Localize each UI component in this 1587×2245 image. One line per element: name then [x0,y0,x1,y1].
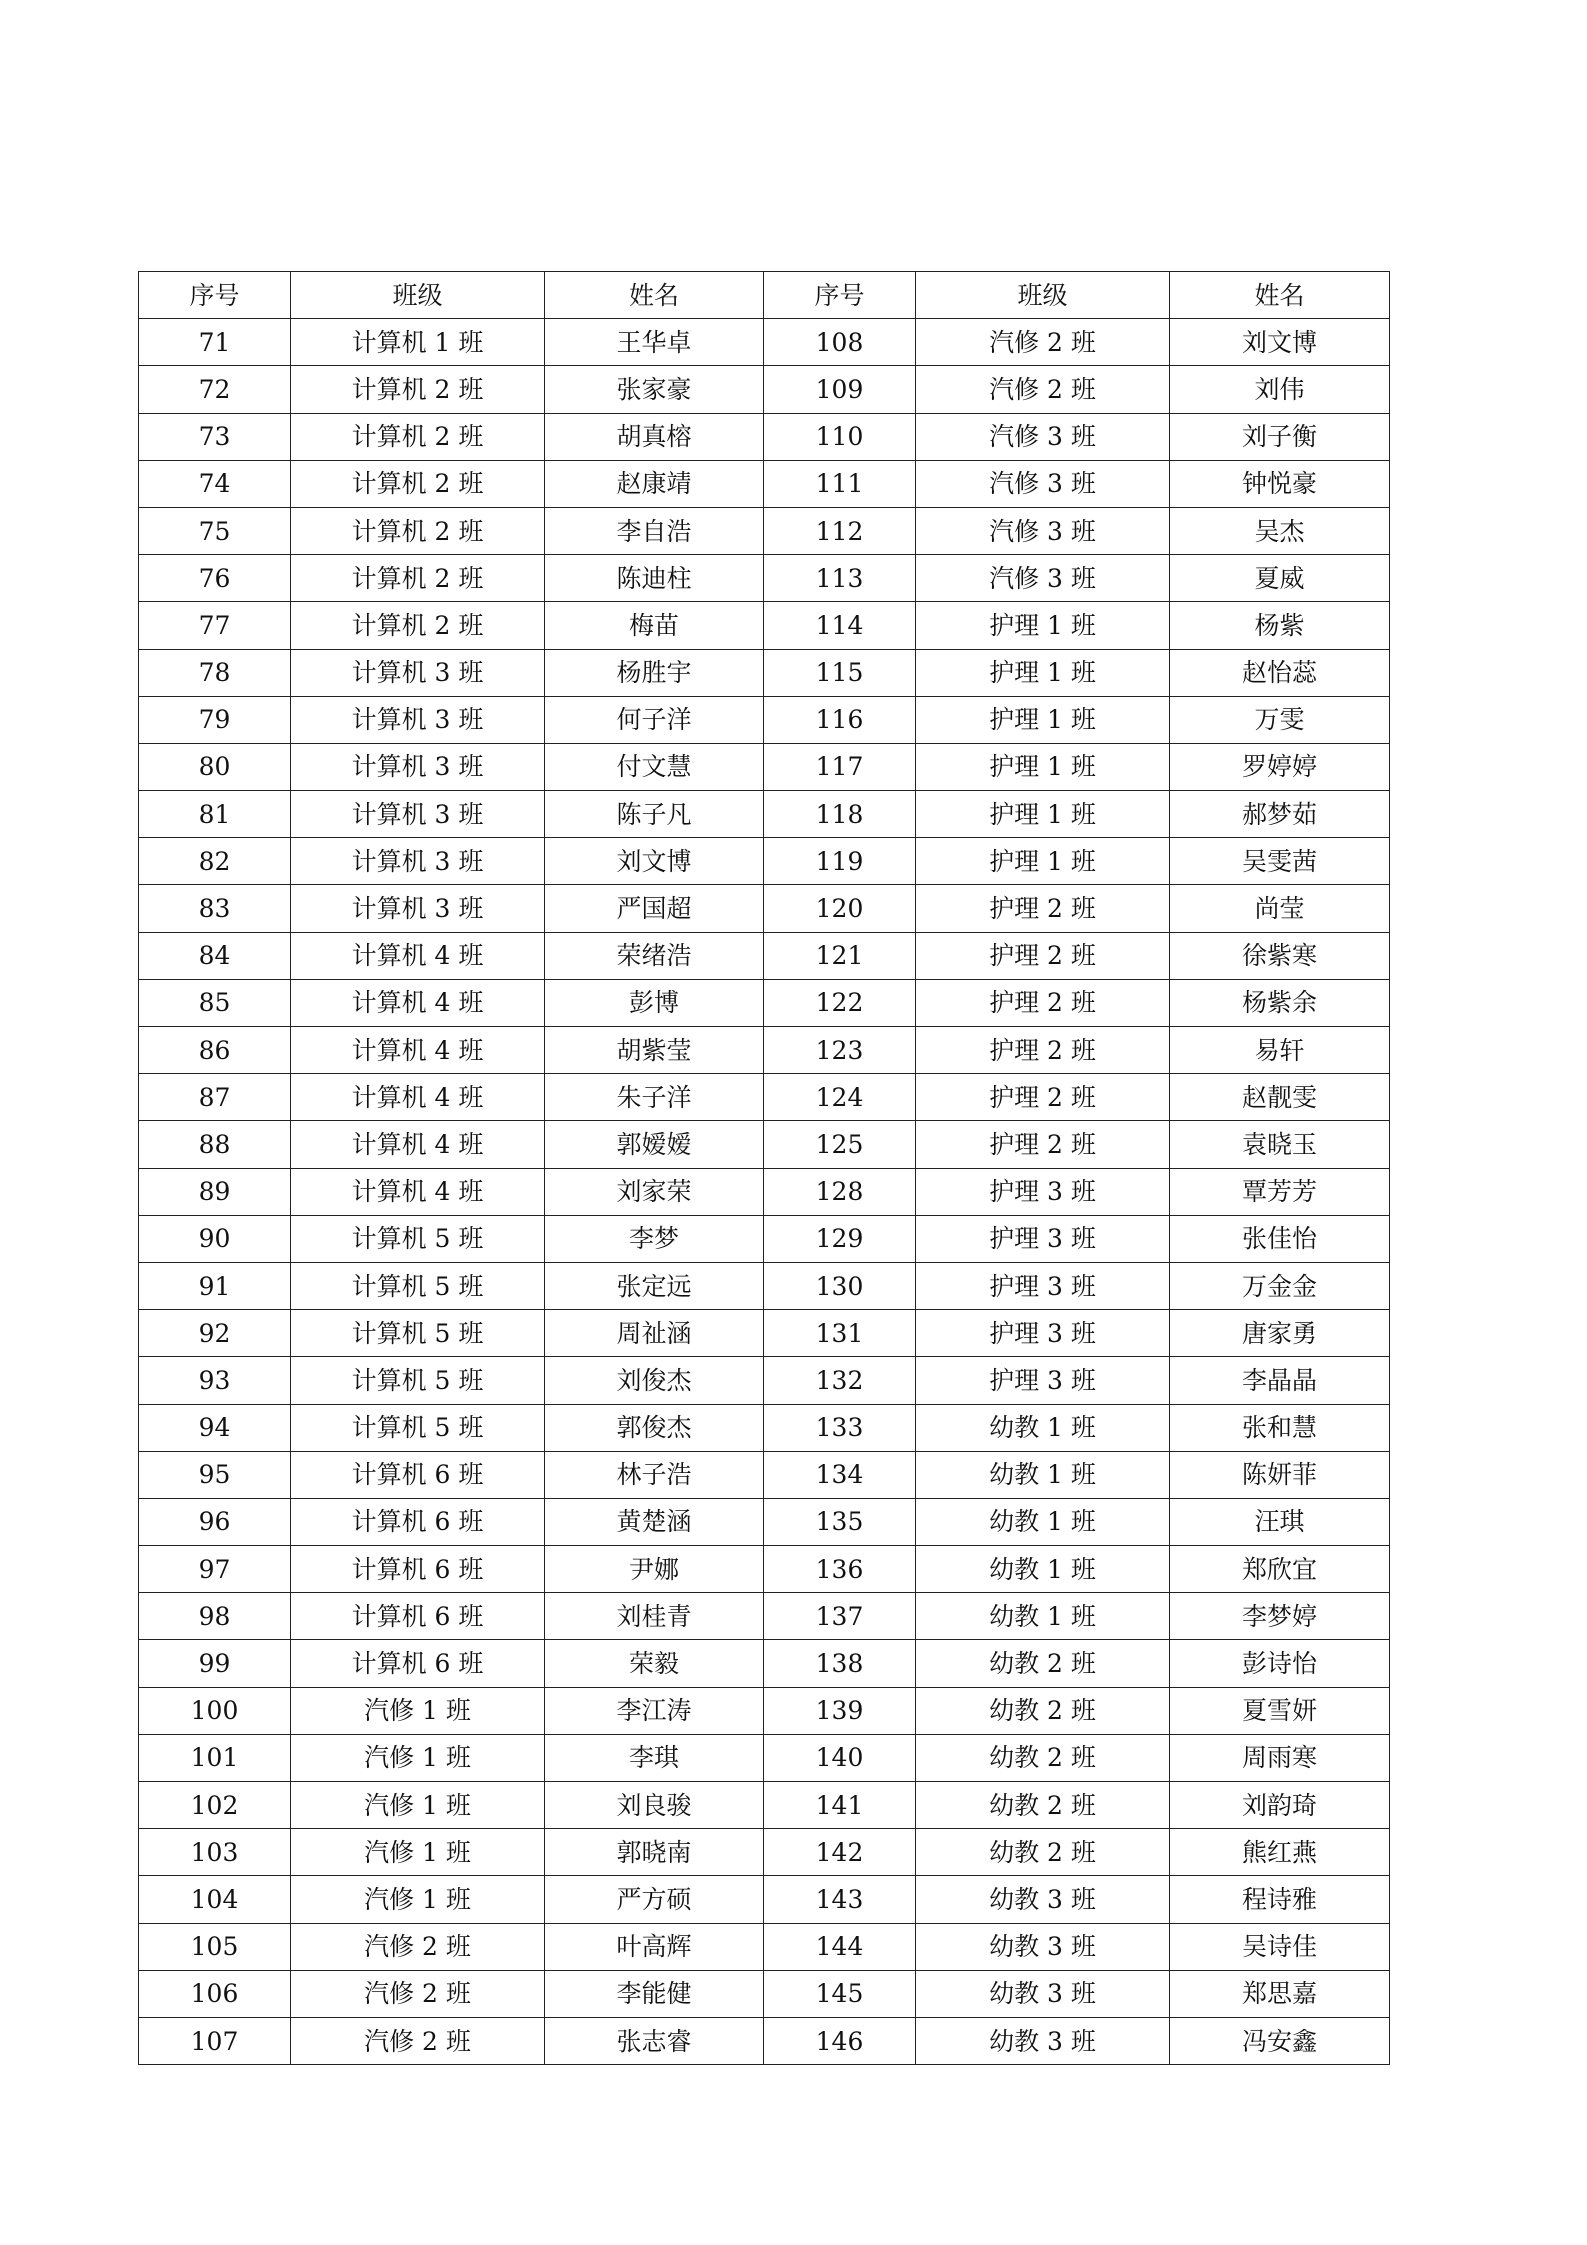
header-name-left: 姓名 [545,272,764,319]
table-row [139,1923,1390,1970]
cell-name-left: 陈迪柱 [545,555,764,602]
cell-class-right: 护理 3 班 [916,1262,1170,1309]
cell-name-left: 梅苗 [545,602,764,649]
table-row [139,1593,1390,1640]
table-row [139,460,1390,507]
table-row [139,649,1390,696]
cell-class-right: 幼教 2 班 [916,1734,1170,1781]
cell-name-left: 杨胜宇 [545,649,764,696]
cell-name-right: 冯安鑫 [1170,2017,1390,2064]
cell-class-right: 护理 2 班 [916,979,1170,1026]
cell-serial-number-right: 134 [764,1451,916,1498]
cell-serial-number-left: 88 [139,1121,291,1168]
cell-class-left: 计算机 3 班 [291,649,545,696]
cell-name-right: 夏威 [1170,555,1390,602]
cell-serial-number-left: 106 [139,1970,291,2017]
cell-class-left: 计算机 4 班 [291,1168,545,1215]
table-row [139,555,1390,602]
cell-name-left: 荣绪浩 [545,932,764,979]
table-row [139,366,1390,413]
cell-class-left: 计算机 3 班 [291,838,545,885]
cell-name-right: 汪琪 [1170,1498,1390,1545]
cell-serial-number-right: 133 [764,1404,916,1451]
cell-name-right: 刘韵琦 [1170,1782,1390,1829]
table-row [139,2017,1390,2064]
cell-name-right: 赵怡蕊 [1170,649,1390,696]
cell-serial-number-left: 81 [139,791,291,838]
cell-serial-number-left: 96 [139,1498,291,1545]
cell-class-right: 幼教 3 班 [916,1923,1170,1970]
cell-class-left: 计算机 3 班 [291,791,545,838]
cell-serial-number-left: 79 [139,696,291,743]
cell-name-left: 李琪 [545,1734,764,1781]
cell-class-right: 幼教 1 班 [916,1593,1170,1640]
cell-name-right: 陈妍菲 [1170,1451,1390,1498]
cell-name-right: 程诗雅 [1170,1876,1390,1923]
table-row [139,319,1390,366]
cell-name-right: 刘伟 [1170,366,1390,413]
cell-class-right: 护理 1 班 [916,838,1170,885]
cell-class-left: 计算机 3 班 [291,696,545,743]
cell-class-left: 计算机 1 班 [291,319,545,366]
cell-class-left: 计算机 4 班 [291,932,545,979]
cell-name-right: 杨紫余 [1170,979,1390,1026]
cell-serial-number-left: 95 [139,1451,291,1498]
cell-serial-number-right: 121 [764,932,916,979]
cell-name-right: 郝梦茹 [1170,791,1390,838]
cell-serial-number-left: 87 [139,1074,291,1121]
cell-serial-number-right: 115 [764,649,916,696]
cell-name-left: 李江涛 [545,1687,764,1734]
cell-name-left: 张定远 [545,1262,764,1309]
cell-class-right: 幼教 2 班 [916,1687,1170,1734]
cell-class-left: 计算机 2 班 [291,507,545,554]
cell-class-left: 计算机 6 班 [291,1498,545,1545]
cell-serial-number-left: 103 [139,1829,291,1876]
cell-name-left: 严方硕 [545,1876,764,1923]
cell-name-left: 严国超 [545,885,764,932]
cell-class-right: 幼教 1 班 [916,1498,1170,1545]
cell-class-left: 计算机 5 班 [291,1310,545,1357]
cell-serial-number-left: 76 [139,555,291,602]
cell-class-right: 护理 2 班 [916,1027,1170,1074]
table-row [139,1782,1390,1829]
table-row [139,1404,1390,1451]
cell-name-right: 李梦婷 [1170,1593,1390,1640]
cell-class-right: 幼教 1 班 [916,1451,1170,1498]
cell-name-right: 覃芳芳 [1170,1168,1390,1215]
student-roster-table [138,271,1390,2065]
cell-name-right: 刘文博 [1170,319,1390,366]
cell-class-left: 计算机 6 班 [291,1546,545,1593]
cell-class-right: 护理 2 班 [916,1121,1170,1168]
cell-name-right: 张和慧 [1170,1404,1390,1451]
cell-class-right: 汽修 3 班 [916,507,1170,554]
cell-name-right: 夏雪妍 [1170,1687,1390,1734]
cell-serial-number-right: 114 [764,602,916,649]
cell-class-right: 护理 1 班 [916,602,1170,649]
cell-class-right: 汽修 3 班 [916,413,1170,460]
cell-class-left: 计算机 5 班 [291,1262,545,1309]
cell-class-right: 护理 3 班 [916,1310,1170,1357]
cell-class-left: 计算机 2 班 [291,460,545,507]
table-row [139,1262,1390,1309]
cell-class-left: 计算机 6 班 [291,1451,545,1498]
cell-serial-number-left: 82 [139,838,291,885]
table-row [139,885,1390,932]
cell-name-left: 张家豪 [545,366,764,413]
cell-class-right: 护理 1 班 [916,696,1170,743]
cell-class-right: 幼教 1 班 [916,1404,1170,1451]
cell-class-right: 护理 2 班 [916,1074,1170,1121]
table-row [139,1168,1390,1215]
cell-class-left: 汽修 1 班 [291,1687,545,1734]
header-class-right: 班级 [916,272,1170,319]
cell-serial-number-right: 141 [764,1782,916,1829]
cell-class-left: 汽修 1 班 [291,1734,545,1781]
cell-name-right: 唐家勇 [1170,1310,1390,1357]
cell-serial-number-right: 129 [764,1215,916,1262]
table-row [139,1074,1390,1121]
cell-serial-number-right: 120 [764,885,916,932]
table-row [139,979,1390,1026]
table-row [139,696,1390,743]
cell-serial-number-right: 116 [764,696,916,743]
cell-class-left: 计算机 6 班 [291,1593,545,1640]
cell-serial-number-right: 137 [764,1593,916,1640]
cell-name-right: 吴诗佳 [1170,1923,1390,1970]
cell-serial-number-right: 143 [764,1876,916,1923]
cell-name-left: 付文慧 [545,743,764,790]
cell-class-left: 计算机 2 班 [291,366,545,413]
cell-serial-number-right: 110 [764,413,916,460]
cell-name-left: 刘桂青 [545,1593,764,1640]
cell-class-left: 汽修 1 班 [291,1876,545,1923]
cell-class-left: 汽修 1 班 [291,1782,545,1829]
cell-name-right: 郑欣宜 [1170,1546,1390,1593]
cell-class-left: 计算机 3 班 [291,743,545,790]
cell-serial-number-left: 104 [139,1876,291,1923]
cell-name-right: 熊红燕 [1170,1829,1390,1876]
cell-name-right: 易轩 [1170,1027,1390,1074]
cell-name-left: 胡真榕 [545,413,764,460]
cell-serial-number-right: 112 [764,507,916,554]
cell-serial-number-left: 85 [139,979,291,1026]
cell-serial-number-left: 83 [139,885,291,932]
table-row [139,1546,1390,1593]
cell-serial-number-left: 72 [139,366,291,413]
cell-class-left: 汽修 2 班 [291,2017,545,2064]
cell-class-right: 汽修 3 班 [916,555,1170,602]
cell-name-right: 周雨寒 [1170,1734,1390,1781]
cell-name-right: 万雯 [1170,696,1390,743]
cell-name-left: 郭晓南 [545,1829,764,1876]
cell-serial-number-left: 102 [139,1782,291,1829]
cell-name-left: 叶高辉 [545,1923,764,1970]
cell-name-left: 刘良骏 [545,1782,764,1829]
cell-serial-number-right: 139 [764,1687,916,1734]
cell-name-right: 万金金 [1170,1262,1390,1309]
cell-serial-number-right: 135 [764,1498,916,1545]
cell-name-left: 刘文博 [545,838,764,885]
header-serial-number-left: 序号 [139,272,291,319]
cell-class-right: 幼教 2 班 [916,1782,1170,1829]
cell-name-left: 李自浩 [545,507,764,554]
cell-class-left: 计算机 4 班 [291,1074,545,1121]
cell-serial-number-left: 77 [139,602,291,649]
cell-serial-number-left: 78 [139,649,291,696]
cell-name-left: 刘家荣 [545,1168,764,1215]
cell-name-right: 徐紫寒 [1170,932,1390,979]
cell-serial-number-right: 131 [764,1310,916,1357]
cell-serial-number-left: 84 [139,932,291,979]
cell-serial-number-left: 91 [139,1262,291,1309]
cell-class-right: 幼教 3 班 [916,1970,1170,2017]
cell-name-left: 周祉涵 [545,1310,764,1357]
table-row [139,1121,1390,1168]
table-header-row [139,272,1390,319]
cell-name-right: 吴雯茜 [1170,838,1390,885]
cell-name-right: 杨紫 [1170,602,1390,649]
cell-name-left: 朱子洋 [545,1074,764,1121]
cell-serial-number-right: 128 [764,1168,916,1215]
cell-class-left: 计算机 4 班 [291,1027,545,1074]
cell-class-right: 护理 3 班 [916,1215,1170,1262]
cell-serial-number-left: 101 [139,1734,291,1781]
cell-name-left: 荣毅 [545,1640,764,1687]
cell-class-left: 汽修 2 班 [291,1923,545,1970]
cell-serial-number-left: 94 [139,1404,291,1451]
cell-class-left: 计算机 6 班 [291,1640,545,1687]
table-row [139,791,1390,838]
table-row [139,1970,1390,2017]
cell-serial-number-left: 80 [139,743,291,790]
cell-serial-number-left: 71 [139,319,291,366]
cell-serial-number-left: 90 [139,1215,291,1262]
cell-serial-number-left: 74 [139,460,291,507]
cell-class-right: 幼教 3 班 [916,1876,1170,1923]
cell-name-left: 李能健 [545,1970,764,2017]
cell-serial-number-left: 92 [139,1310,291,1357]
table-row [139,1829,1390,1876]
cell-name-left: 黄楚涵 [545,1498,764,1545]
cell-serial-number-right: 111 [764,460,916,507]
table-row [139,1498,1390,1545]
cell-class-right: 护理 2 班 [916,885,1170,932]
cell-name-left: 胡紫莹 [545,1027,764,1074]
cell-serial-number-left: 93 [139,1357,291,1404]
table-row [139,1215,1390,1262]
cell-class-right: 幼教 1 班 [916,1546,1170,1593]
cell-class-left: 计算机 3 班 [291,885,545,932]
cell-serial-number-right: 146 [764,2017,916,2064]
cell-serial-number-left: 98 [139,1593,291,1640]
cell-serial-number-right: 140 [764,1734,916,1781]
cell-name-left: 郭俊杰 [545,1404,764,1451]
cell-class-right: 护理 2 班 [916,932,1170,979]
cell-serial-number-right: 136 [764,1546,916,1593]
table-row [139,602,1390,649]
cell-serial-number-left: 107 [139,2017,291,2064]
cell-name-left: 李梦 [545,1215,764,1262]
cell-serial-number-right: 125 [764,1121,916,1168]
cell-class-left: 汽修 2 班 [291,1970,545,2017]
header-serial-number-right: 序号 [764,272,916,319]
cell-class-left: 计算机 5 班 [291,1357,545,1404]
cell-class-left: 计算机 4 班 [291,1121,545,1168]
cell-serial-number-right: 130 [764,1262,916,1309]
cell-name-right: 钟悦豪 [1170,460,1390,507]
cell-name-left: 尹娜 [545,1546,764,1593]
cell-class-left: 计算机 2 班 [291,413,545,460]
table-row [139,507,1390,554]
cell-serial-number-right: 122 [764,979,916,1026]
cell-class-right: 护理 1 班 [916,791,1170,838]
cell-name-right: 罗婷婷 [1170,743,1390,790]
cell-class-right: 幼教 3 班 [916,2017,1170,2064]
table-row [139,1734,1390,1781]
cell-serial-number-right: 123 [764,1027,916,1074]
cell-serial-number-right: 138 [764,1640,916,1687]
cell-name-left: 王华卓 [545,319,764,366]
cell-name-right: 尚莹 [1170,885,1390,932]
table-row [139,1027,1390,1074]
cell-name-left: 刘俊杰 [545,1357,764,1404]
table-body [139,319,1390,2065]
table-row [139,1357,1390,1404]
cell-class-left: 计算机 5 班 [291,1404,545,1451]
cell-class-right: 护理 1 班 [916,649,1170,696]
cell-class-right: 汽修 3 班 [916,460,1170,507]
cell-serial-number-left: 73 [139,413,291,460]
cell-name-right: 郑思嘉 [1170,1970,1390,2017]
table-row [139,1451,1390,1498]
cell-serial-number-right: 119 [764,838,916,885]
cell-class-left: 汽修 1 班 [291,1829,545,1876]
cell-name-left: 郭嫒嫒 [545,1121,764,1168]
cell-name-left: 何子洋 [545,696,764,743]
cell-name-left: 张志睿 [545,2017,764,2064]
cell-class-left: 计算机 4 班 [291,979,545,1026]
cell-name-right: 袁晓玉 [1170,1121,1390,1168]
cell-name-left: 林子浩 [545,1451,764,1498]
cell-class-right: 汽修 2 班 [916,366,1170,413]
table-row [139,1640,1390,1687]
table-row [139,1687,1390,1734]
cell-class-right: 护理 3 班 [916,1168,1170,1215]
cell-name-left: 陈子凡 [545,791,764,838]
cell-name-right: 吴杰 [1170,507,1390,554]
cell-name-right: 赵靓雯 [1170,1074,1390,1121]
cell-serial-number-right: 108 [764,319,916,366]
cell-serial-number-left: 86 [139,1027,291,1074]
cell-serial-number-right: 117 [764,743,916,790]
cell-class-left: 计算机 2 班 [291,602,545,649]
cell-serial-number-left: 100 [139,1687,291,1734]
cell-serial-number-left: 75 [139,507,291,554]
cell-class-right: 护理 1 班 [916,743,1170,790]
table-row [139,1876,1390,1923]
cell-class-left: 计算机 2 班 [291,555,545,602]
cell-name-left: 彭博 [545,979,764,1026]
cell-name-right: 彭诗怡 [1170,1640,1390,1687]
cell-class-right: 汽修 2 班 [916,319,1170,366]
header-class-left: 班级 [291,272,545,319]
cell-serial-number-right: 145 [764,1970,916,2017]
cell-serial-number-right: 142 [764,1829,916,1876]
table-row [139,1310,1390,1357]
cell-serial-number-right: 109 [764,366,916,413]
cell-serial-number-left: 105 [139,1923,291,1970]
cell-serial-number-left: 89 [139,1168,291,1215]
header-name-right: 姓名 [1170,272,1390,319]
cell-serial-number-right: 118 [764,791,916,838]
table-row [139,743,1390,790]
cell-serial-number-right: 132 [764,1357,916,1404]
cell-serial-number-left: 97 [139,1546,291,1593]
table-row [139,932,1390,979]
cell-class-right: 幼教 2 班 [916,1829,1170,1876]
cell-serial-number-right: 124 [764,1074,916,1121]
cell-class-right: 护理 3 班 [916,1357,1170,1404]
cell-serial-number-right: 113 [764,555,916,602]
cell-serial-number-left: 99 [139,1640,291,1687]
cell-name-right: 刘子衡 [1170,413,1390,460]
cell-serial-number-right: 144 [764,1923,916,1970]
cell-class-right: 幼教 2 班 [916,1640,1170,1687]
cell-name-right: 李晶晶 [1170,1357,1390,1404]
table-row [139,838,1390,885]
table-row [139,413,1390,460]
cell-class-left: 计算机 5 班 [291,1215,545,1262]
cell-name-left: 赵康靖 [545,460,764,507]
cell-name-right: 张佳怡 [1170,1215,1390,1262]
